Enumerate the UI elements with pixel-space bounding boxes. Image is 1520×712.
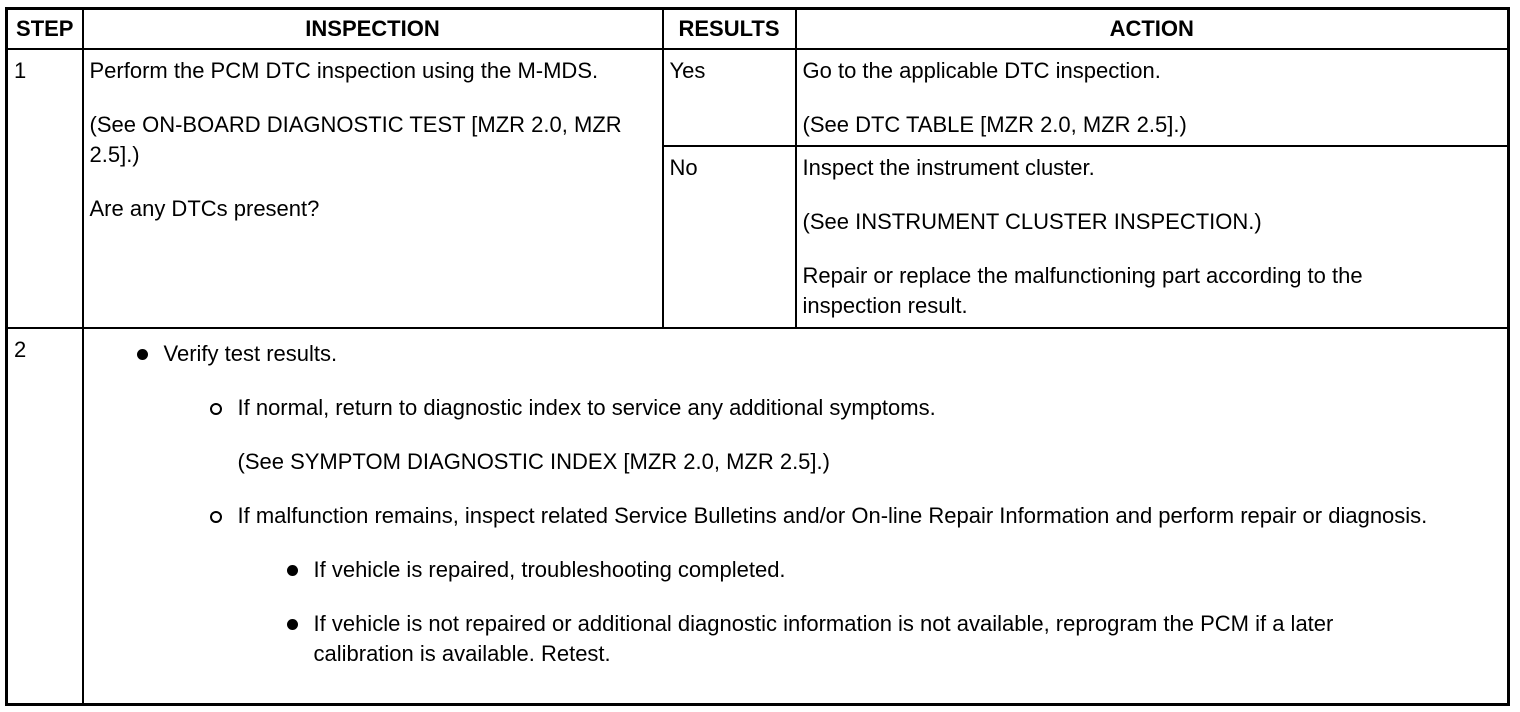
diagnostic-table (5, 7, 1510, 706)
step2-normal-text: If normal, return to diagnostic index to service any additional symptoms. (237, 394, 936, 420)
step1-inspection-question: Are any DTCs present? (89, 195, 320, 221)
step1-result-yes: Yes (663, 49, 796, 146)
header-action: ACTION (796, 9, 1509, 49)
circle-bullet-icon (210, 403, 222, 415)
step1-inspection (83, 49, 663, 328)
step1-result-no: No (663, 146, 796, 328)
step1-action-no-ref: (See INSTRUMENT CLUSTER INSPECTION.) (802, 208, 1262, 234)
step1-action-yes-ref: (See DTC TABLE [MZR 2.0, MZR 2.5].) (802, 111, 1187, 137)
step1-action-no-repair: Repair or replace the malfunctioning part according to the inspection result. (802, 262, 1363, 318)
step2-repaired-item (90, 555, 1468, 585)
step2-row (7, 328, 1509, 705)
step1-action-yes (796, 49, 1509, 146)
step1-action-yes-text: Go to the applicable DTC inspection. (802, 57, 1161, 83)
bullet-icon (287, 619, 298, 630)
header-row (7, 9, 1509, 49)
step1-action-no (796, 146, 1509, 328)
step1-number: 1 (7, 49, 83, 328)
step2-not-repaired-text: If vehicle is not repaired or additional diagnostic information is not available, reprogram the PCM if a later calibration is available. Retest. (313, 610, 1334, 666)
step2-repaired-text: If vehicle is repaired, troubleshooting completed. (313, 556, 786, 582)
circle-bullet-icon (210, 511, 222, 523)
step2-number: 2 (7, 328, 83, 705)
header-step: STEP (7, 9, 83, 49)
step2-malfunction-text: If malfunction remains, inspect related Service Bulletins and/or On-line Repair Information and perform repair or diagnosis. (237, 502, 1428, 528)
step2-normal-item (90, 393, 1468, 423)
step2-normal-ref: (See SYMPTOM DIAGNOSTIC INDEX [MZR 2.0, MZR 2.5].) (237, 448, 830, 474)
step2-not-repaired-item (90, 609, 1468, 669)
step1-yes-row (7, 49, 1509, 146)
step1-inspection-text: Perform the PCM DTC inspection using the M-MDS. (89, 57, 599, 83)
header-inspection: INSPECTION (83, 9, 663, 49)
bullet-icon (287, 565, 298, 576)
bullet-icon (137, 349, 148, 360)
step1-action-no-text: Inspect the instrument cluster. (802, 154, 1095, 180)
header-results: RESULTS (663, 9, 796, 49)
step2-verify-text: Verify test results. (163, 340, 338, 366)
step1-inspection-ref: (See ON-BOARD DIAGNOSTIC TEST [MZR 2.0, MZR 2.5].) (89, 111, 622, 167)
step2-content (83, 328, 1509, 705)
step2-verify-item (90, 339, 1468, 369)
step2-malfunction-item (90, 501, 1468, 531)
